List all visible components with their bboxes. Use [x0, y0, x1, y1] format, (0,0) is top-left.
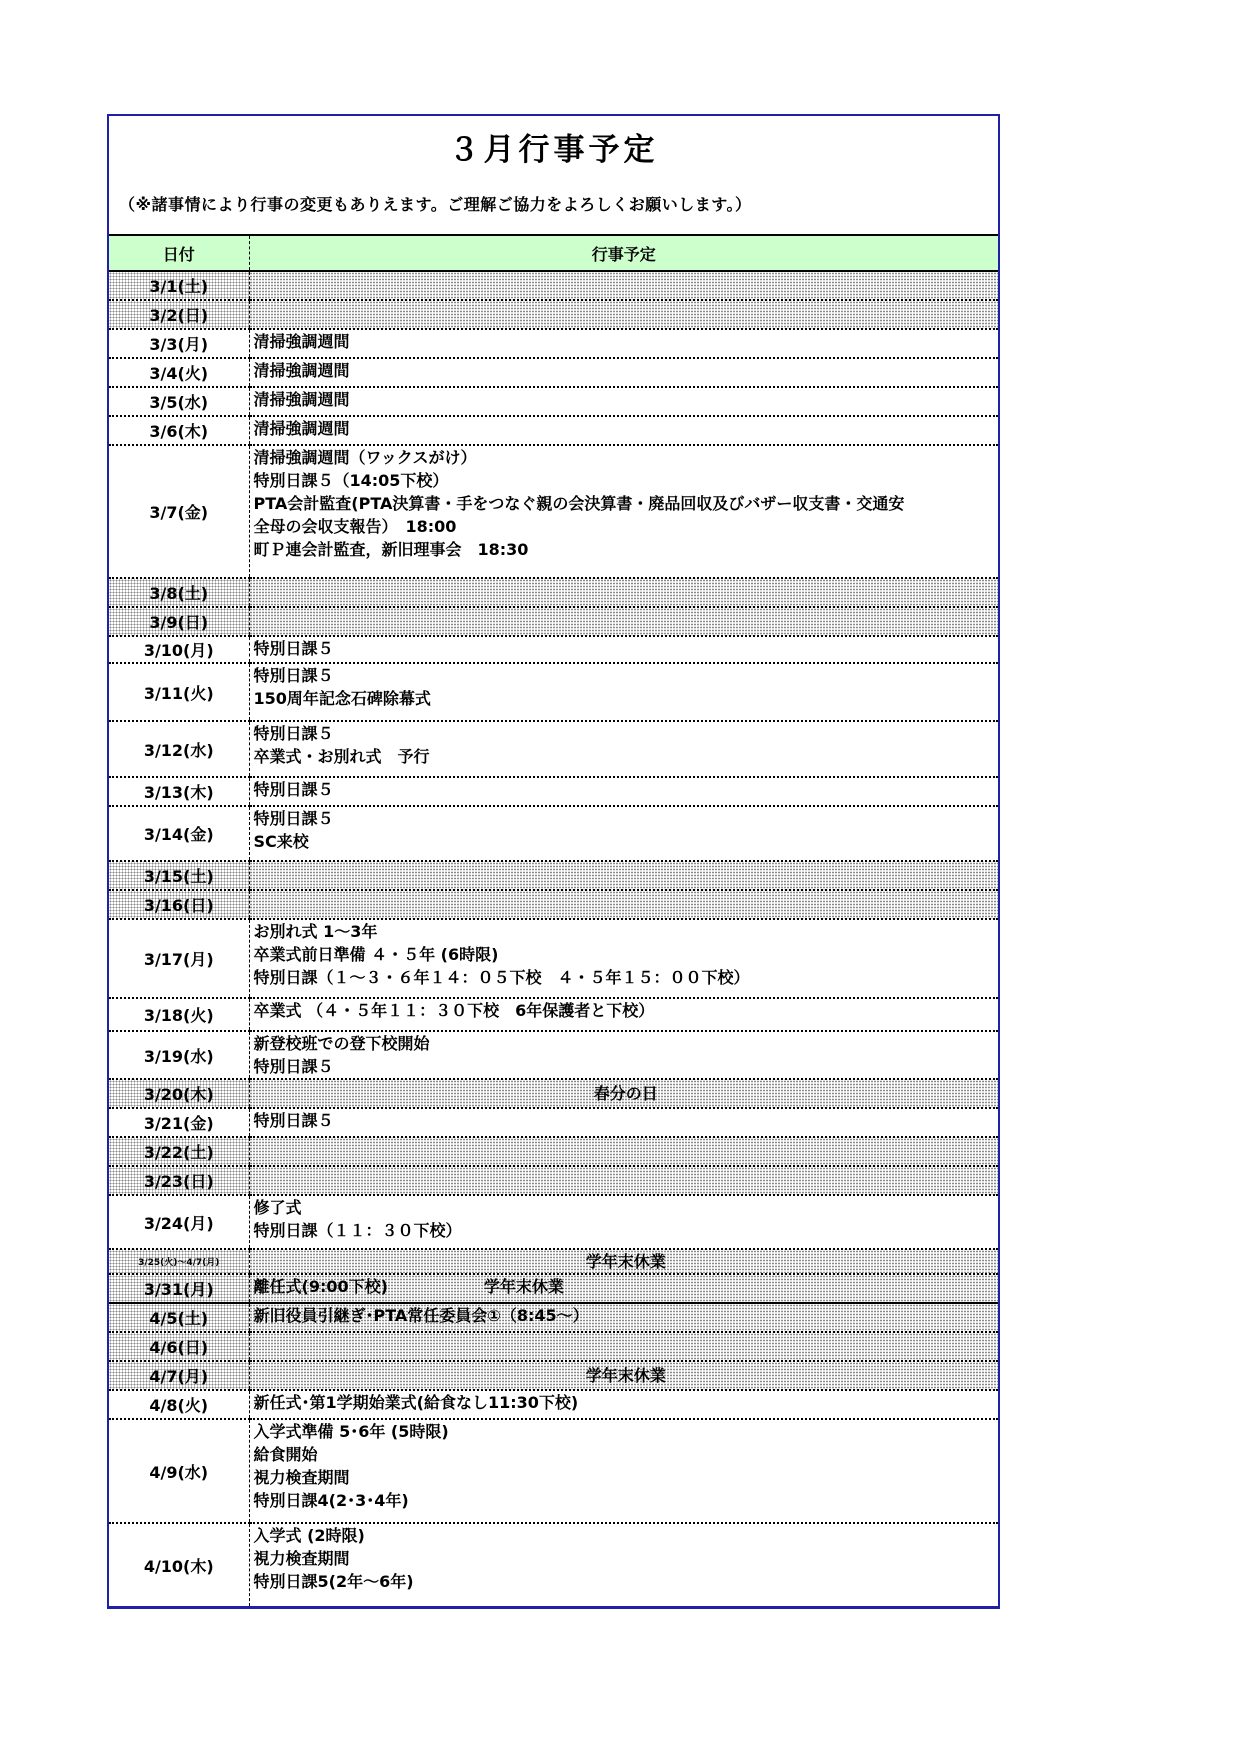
row-events	[249, 1419, 998, 1523]
event-line: 特別日課（１～３・６年１４：０５下校 ４・５年１５：００下校）	[253, 968, 750, 987]
event-line: 清掃強調週間	[253, 361, 350, 380]
event-line: PTA会計監査(PTA決算書・手をつなぐ親の会決算書・廃品回収及びバザー収支書・交通安	[253, 494, 905, 513]
row-date: 3/24(月)	[109, 1195, 249, 1249]
row-date: 3/12(水)	[109, 721, 249, 777]
event-line: SC来校	[253, 832, 309, 851]
table-row	[109, 387, 998, 416]
event-line: 給食開始	[253, 1445, 318, 1464]
event-line: 特別日課５	[253, 639, 334, 658]
table-row	[109, 300, 998, 329]
row-date: 4/10(木)	[109, 1523, 249, 1606]
table-row	[109, 271, 998, 300]
schedule-rows	[109, 271, 998, 1606]
event-line: 清掃強調週間	[253, 419, 350, 438]
row-events	[249, 578, 998, 607]
event-line: 離任式(9:00下校) 学年末休業	[253, 1277, 564, 1296]
row-date: 4/7(月)	[109, 1361, 249, 1390]
row-events	[249, 1108, 998, 1137]
event-line: 新登校班での登下校開始	[253, 1034, 430, 1053]
event-line: 入学式準備 5･6年 (5時限)	[253, 1422, 449, 1441]
table-row	[109, 1332, 998, 1361]
row-date: 3/22(土)	[109, 1137, 249, 1166]
event-line: 特別日課（１１：３０下校）	[253, 1221, 462, 1240]
row-events	[249, 1390, 998, 1419]
row-events	[249, 777, 998, 806]
row-events	[249, 1137, 998, 1166]
event-line: 修了式	[253, 1198, 302, 1217]
row-date: 3/11(火)	[109, 663, 249, 721]
table-row	[109, 1419, 998, 1523]
table-row	[109, 721, 998, 777]
table-row	[109, 358, 998, 387]
event-line: 150周年記念石碑除幕式	[253, 689, 431, 708]
table-row	[109, 607, 998, 636]
event-line: 新任式･第1学期始業式(給食なし11:30下校)	[253, 1393, 579, 1412]
row-events	[249, 1332, 998, 1361]
row-date: 3/9(日)	[109, 607, 249, 636]
row-date: 3/1(土)	[109, 271, 249, 300]
schedule-sheet	[107, 114, 1000, 1609]
header-date: 日付	[109, 236, 249, 271]
event-line: 全母の会収支報告） 18:00	[253, 517, 457, 536]
row-events	[249, 329, 998, 358]
event-line: 特別日課５	[253, 724, 334, 743]
row-events	[249, 1303, 998, 1332]
row-date: 3/8(土)	[109, 578, 249, 607]
row-date: 3/20(木)	[109, 1079, 249, 1108]
event-line: 卒業式・お別れ式 予行	[253, 747, 430, 766]
table-header-row	[109, 236, 998, 271]
row-date: 3/17(月)	[109, 919, 249, 998]
row-events	[249, 861, 998, 890]
row-date: 3/19(水)	[109, 1031, 249, 1079]
table-row	[109, 1166, 998, 1195]
row-events	[249, 998, 998, 1031]
table-row	[109, 1137, 998, 1166]
event-line: 特別日課５	[253, 809, 334, 828]
table-row	[109, 1523, 998, 1606]
row-date: 3/25(火)～4/7(月)	[109, 1249, 249, 1274]
row-date: 3/31(月)	[109, 1274, 249, 1303]
row-date: 3/2(日)	[109, 300, 249, 329]
row-date: 4/5(土)	[109, 1303, 249, 1332]
row-date: 4/6(日)	[109, 1332, 249, 1361]
table-row	[109, 416, 998, 445]
table-row	[109, 636, 998, 663]
row-date: 4/9(水)	[109, 1419, 249, 1523]
row-date: 3/4(火)	[109, 358, 249, 387]
table-row	[109, 1361, 998, 1390]
table-row	[109, 578, 998, 607]
table-row	[109, 663, 998, 721]
row-events	[249, 636, 998, 663]
row-date: 3/23(日)	[109, 1166, 249, 1195]
row-events	[249, 1166, 998, 1195]
event-line: 特別日課５	[253, 666, 334, 685]
event-line: 卒業式 （４・５年１１：３０下校 6年保護者と下校）	[253, 1001, 655, 1020]
row-date: 3/16(日)	[109, 890, 249, 919]
table-row	[109, 806, 998, 861]
page-title: ３月行事予定	[448, 132, 659, 168]
event-line: 学年末休業	[585, 1252, 666, 1271]
row-events	[249, 1195, 998, 1249]
event-line: 特別日課５（14:05下校）	[253, 471, 449, 490]
event-line: 視力検査期間	[253, 1468, 350, 1487]
row-events	[249, 271, 998, 300]
row-date: 3/15(土)	[109, 861, 249, 890]
row-events	[249, 1031, 998, 1079]
header-events: 行事予定	[249, 236, 998, 271]
schedule-table	[109, 236, 998, 1606]
event-line: お別れ式 1～3年	[253, 922, 378, 941]
row-date: 3/18(火)	[109, 998, 249, 1031]
row-date: 3/5(水)	[109, 387, 249, 416]
table-row	[109, 890, 998, 919]
event-line: 特別日課4(2･3･4年)	[253, 1491, 409, 1510]
row-date: 3/6(木)	[109, 416, 249, 445]
event-line: 町Ｐ連会計監査，新旧理事会 18:30	[253, 540, 529, 559]
row-events	[249, 445, 998, 578]
row-date: 3/10(月)	[109, 636, 249, 663]
table-row	[109, 919, 998, 998]
notice-text: （※諸事情により行事の変更もありえます。ご理解ご協力をよろしくお願いします。）	[119, 195, 752, 214]
event-line: 新旧役員引継ぎ･PTA常任委員会①（8:45～）	[253, 1306, 589, 1325]
table-row	[109, 1195, 998, 1249]
row-events	[249, 890, 998, 919]
table-row	[109, 777, 998, 806]
event-line: 特別日課５	[253, 1057, 334, 1076]
row-events	[249, 607, 998, 636]
row-date: 3/13(木)	[109, 777, 249, 806]
table-row	[109, 445, 998, 578]
row-events	[249, 1249, 998, 1274]
row-events	[249, 358, 998, 387]
table-row	[109, 1274, 998, 1303]
table-row	[109, 1108, 998, 1137]
row-events	[249, 300, 998, 329]
row-events	[249, 1079, 998, 1108]
table-row	[109, 998, 998, 1031]
table-row	[109, 1079, 998, 1108]
row-date: 3/3(月)	[109, 329, 249, 358]
title-box	[109, 116, 998, 236]
row-events	[249, 663, 998, 721]
table-row	[109, 861, 998, 890]
row-date: 4/8(火)	[109, 1390, 249, 1419]
row-events	[249, 1523, 998, 1606]
row-events	[249, 919, 998, 998]
table-row	[109, 1031, 998, 1079]
row-events	[249, 1361, 998, 1390]
event-line: 入学式 (2時限)	[253, 1526, 365, 1545]
row-events	[249, 387, 998, 416]
row-date: 3/21(金)	[109, 1108, 249, 1137]
event-line: 視力検査期間	[253, 1549, 350, 1568]
event-line: 清掃強調週間（ワックスがけ）	[253, 448, 477, 467]
event-line: 春分の日	[593, 1084, 658, 1103]
row-events	[249, 416, 998, 445]
table-row	[109, 1390, 998, 1419]
event-line: 特別日課5(2年～6年)	[253, 1572, 414, 1591]
table-row	[109, 1249, 998, 1274]
table-row	[109, 329, 998, 358]
event-line: 清掃強調週間	[253, 390, 350, 409]
row-events	[249, 1274, 998, 1303]
event-line: 清掃強調週間	[253, 332, 350, 351]
row-date: 3/14(金)	[109, 806, 249, 861]
row-events	[249, 806, 998, 861]
table-row	[109, 1303, 998, 1332]
row-date: 3/7(金)	[109, 445, 249, 578]
row-events	[249, 721, 998, 777]
event-line: 卒業式前日準備 ４・５年 (6時限)	[253, 945, 499, 964]
event-line: 特別日課５	[253, 780, 334, 799]
event-line: 特別日課５	[253, 1111, 334, 1130]
event-line: 学年末休業	[585, 1366, 666, 1385]
